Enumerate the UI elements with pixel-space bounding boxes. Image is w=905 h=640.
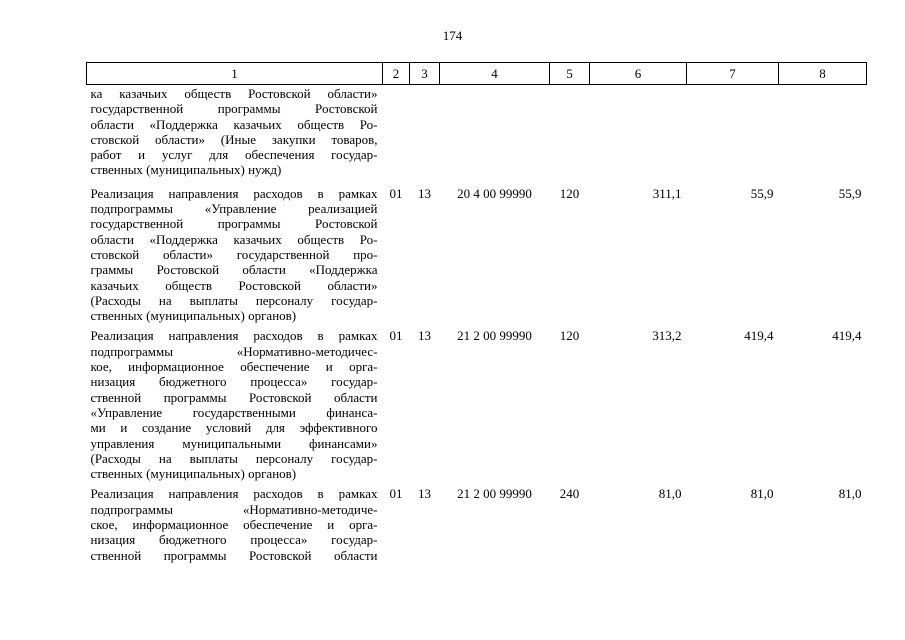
description-line: низация бюджетного процесса» государ-: [90, 532, 378, 548]
header-col-7: 7: [687, 63, 779, 85]
budget-table: [86, 62, 867, 567]
amount-col-7: 419,4: [744, 328, 774, 344]
description-line: Реализация направления расходов в рамках: [90, 185, 378, 201]
subsection-code: [410, 85, 440, 185]
description-line: ми и создание условий для эффективного: [90, 420, 378, 436]
description-line: управления муниципальными финансами»: [90, 435, 378, 451]
amount-col-8: 81,0: [838, 486, 862, 502]
amount-col-7: 55,9: [750, 185, 774, 201]
amount-col-8: [779, 85, 867, 185]
row-description: [87, 185, 383, 328]
table-header-row: [87, 63, 867, 85]
section-code: 01: [389, 185, 403, 201]
subsection-code: 13: [418, 328, 431, 344]
header-col-1: 1: [87, 63, 383, 85]
header-col-5: 5: [550, 63, 590, 85]
description-line: граммы Ростовской области «Поддержка: [90, 262, 378, 278]
target-article-code: 21 2 00 99990: [457, 486, 532, 502]
table-row: [87, 185, 867, 328]
target-article-code: [440, 85, 550, 185]
amount-col-6: 311,1: [652, 185, 682, 201]
description-line: (Расходы на выплаты персоналу государ-: [90, 450, 378, 466]
target-article-code: 20 4 00 99990: [457, 185, 532, 201]
description-line: области «Поддержка казачьих обществ Ро-: [90, 231, 378, 247]
expense-type-code: [550, 85, 590, 185]
amount-col-7: [687, 85, 779, 185]
description-line: подпрограммы «Управление реализацией: [90, 201, 378, 217]
description-line: ственной программы Ростовской области: [90, 389, 378, 405]
header-col-2: 2: [383, 63, 410, 85]
amount-col-6: [590, 85, 687, 185]
target-article-code: 21 2 00 99990: [457, 328, 532, 344]
section-code: 01: [389, 486, 403, 502]
description-line: Реализация направления расходов в рамках: [90, 486, 378, 502]
description-line: казачьих обществ Ростовской области»: [90, 277, 378, 293]
expense-type-code: 120: [559, 185, 580, 201]
row-description: [87, 485, 383, 566]
description-line: ка казачьих обществ Ростовской области»: [90, 86, 378, 101]
description-line: государственной программы Ростовской: [90, 101, 378, 117]
page-number: 174: [442, 28, 463, 43]
amount-col-6: 313,2: [652, 328, 682, 344]
expense-type-code: 120: [559, 328, 580, 344]
table-row: [87, 327, 867, 485]
header-col-4: 4: [440, 63, 550, 85]
description-line: низация бюджетного процесса» государ-: [90, 374, 378, 390]
header-col-8: 8: [779, 63, 867, 85]
expense-type-code: 240: [559, 486, 580, 502]
row-description: [87, 85, 383, 185]
subsection-code: 13: [418, 486, 431, 502]
section-code: 01: [389, 328, 403, 344]
header-col-6: 6: [590, 63, 687, 85]
header-col-3: 3: [410, 63, 440, 85]
description-line: подпрограммы «Нормативно-методичес-: [90, 343, 378, 359]
description-line: Реализация направления расходов в рамках: [90, 328, 378, 344]
description-line: ственных (муниципальных) органов): [90, 308, 297, 324]
amount-col-7: 81,0: [750, 486, 774, 502]
row-description: [87, 327, 383, 485]
amount-col-8: 419,4: [832, 328, 862, 344]
table-row: [87, 485, 867, 566]
description-line: подпрограммы «Нормативно-методиче-: [90, 501, 378, 517]
description-line: работ и услуг для обеспечения государ-: [90, 147, 378, 163]
description-line: стовской области» государственной про-: [90, 246, 378, 262]
description-line: (Расходы на выплаты персоналу государ-: [90, 292, 378, 308]
section-code: [383, 85, 410, 185]
amount-col-8: 55,9: [838, 185, 862, 201]
description-line: «Управление государственными финанса-: [90, 404, 378, 420]
subsection-code: 13: [418, 185, 431, 201]
description-line: ское, информационное обеспечение и орга-: [90, 517, 378, 533]
description-line: ственных (муниципальных) органов): [90, 466, 297, 482]
description-line: области «Поддержка казачьих обществ Ро-: [90, 116, 378, 132]
description-line: стовской области» (Иные закупки товаров,: [90, 131, 378, 147]
amount-col-6: 81,0: [658, 486, 682, 502]
description-line: ственных (муниципальных) нужд): [90, 162, 282, 178]
description-line: кое, информационное обеспечение и орга-: [90, 359, 378, 375]
description-line: ственной программы Ростовской области: [90, 547, 378, 563]
description-line: государственной программы Ростовской: [90, 216, 378, 232]
table-row: [87, 85, 867, 185]
